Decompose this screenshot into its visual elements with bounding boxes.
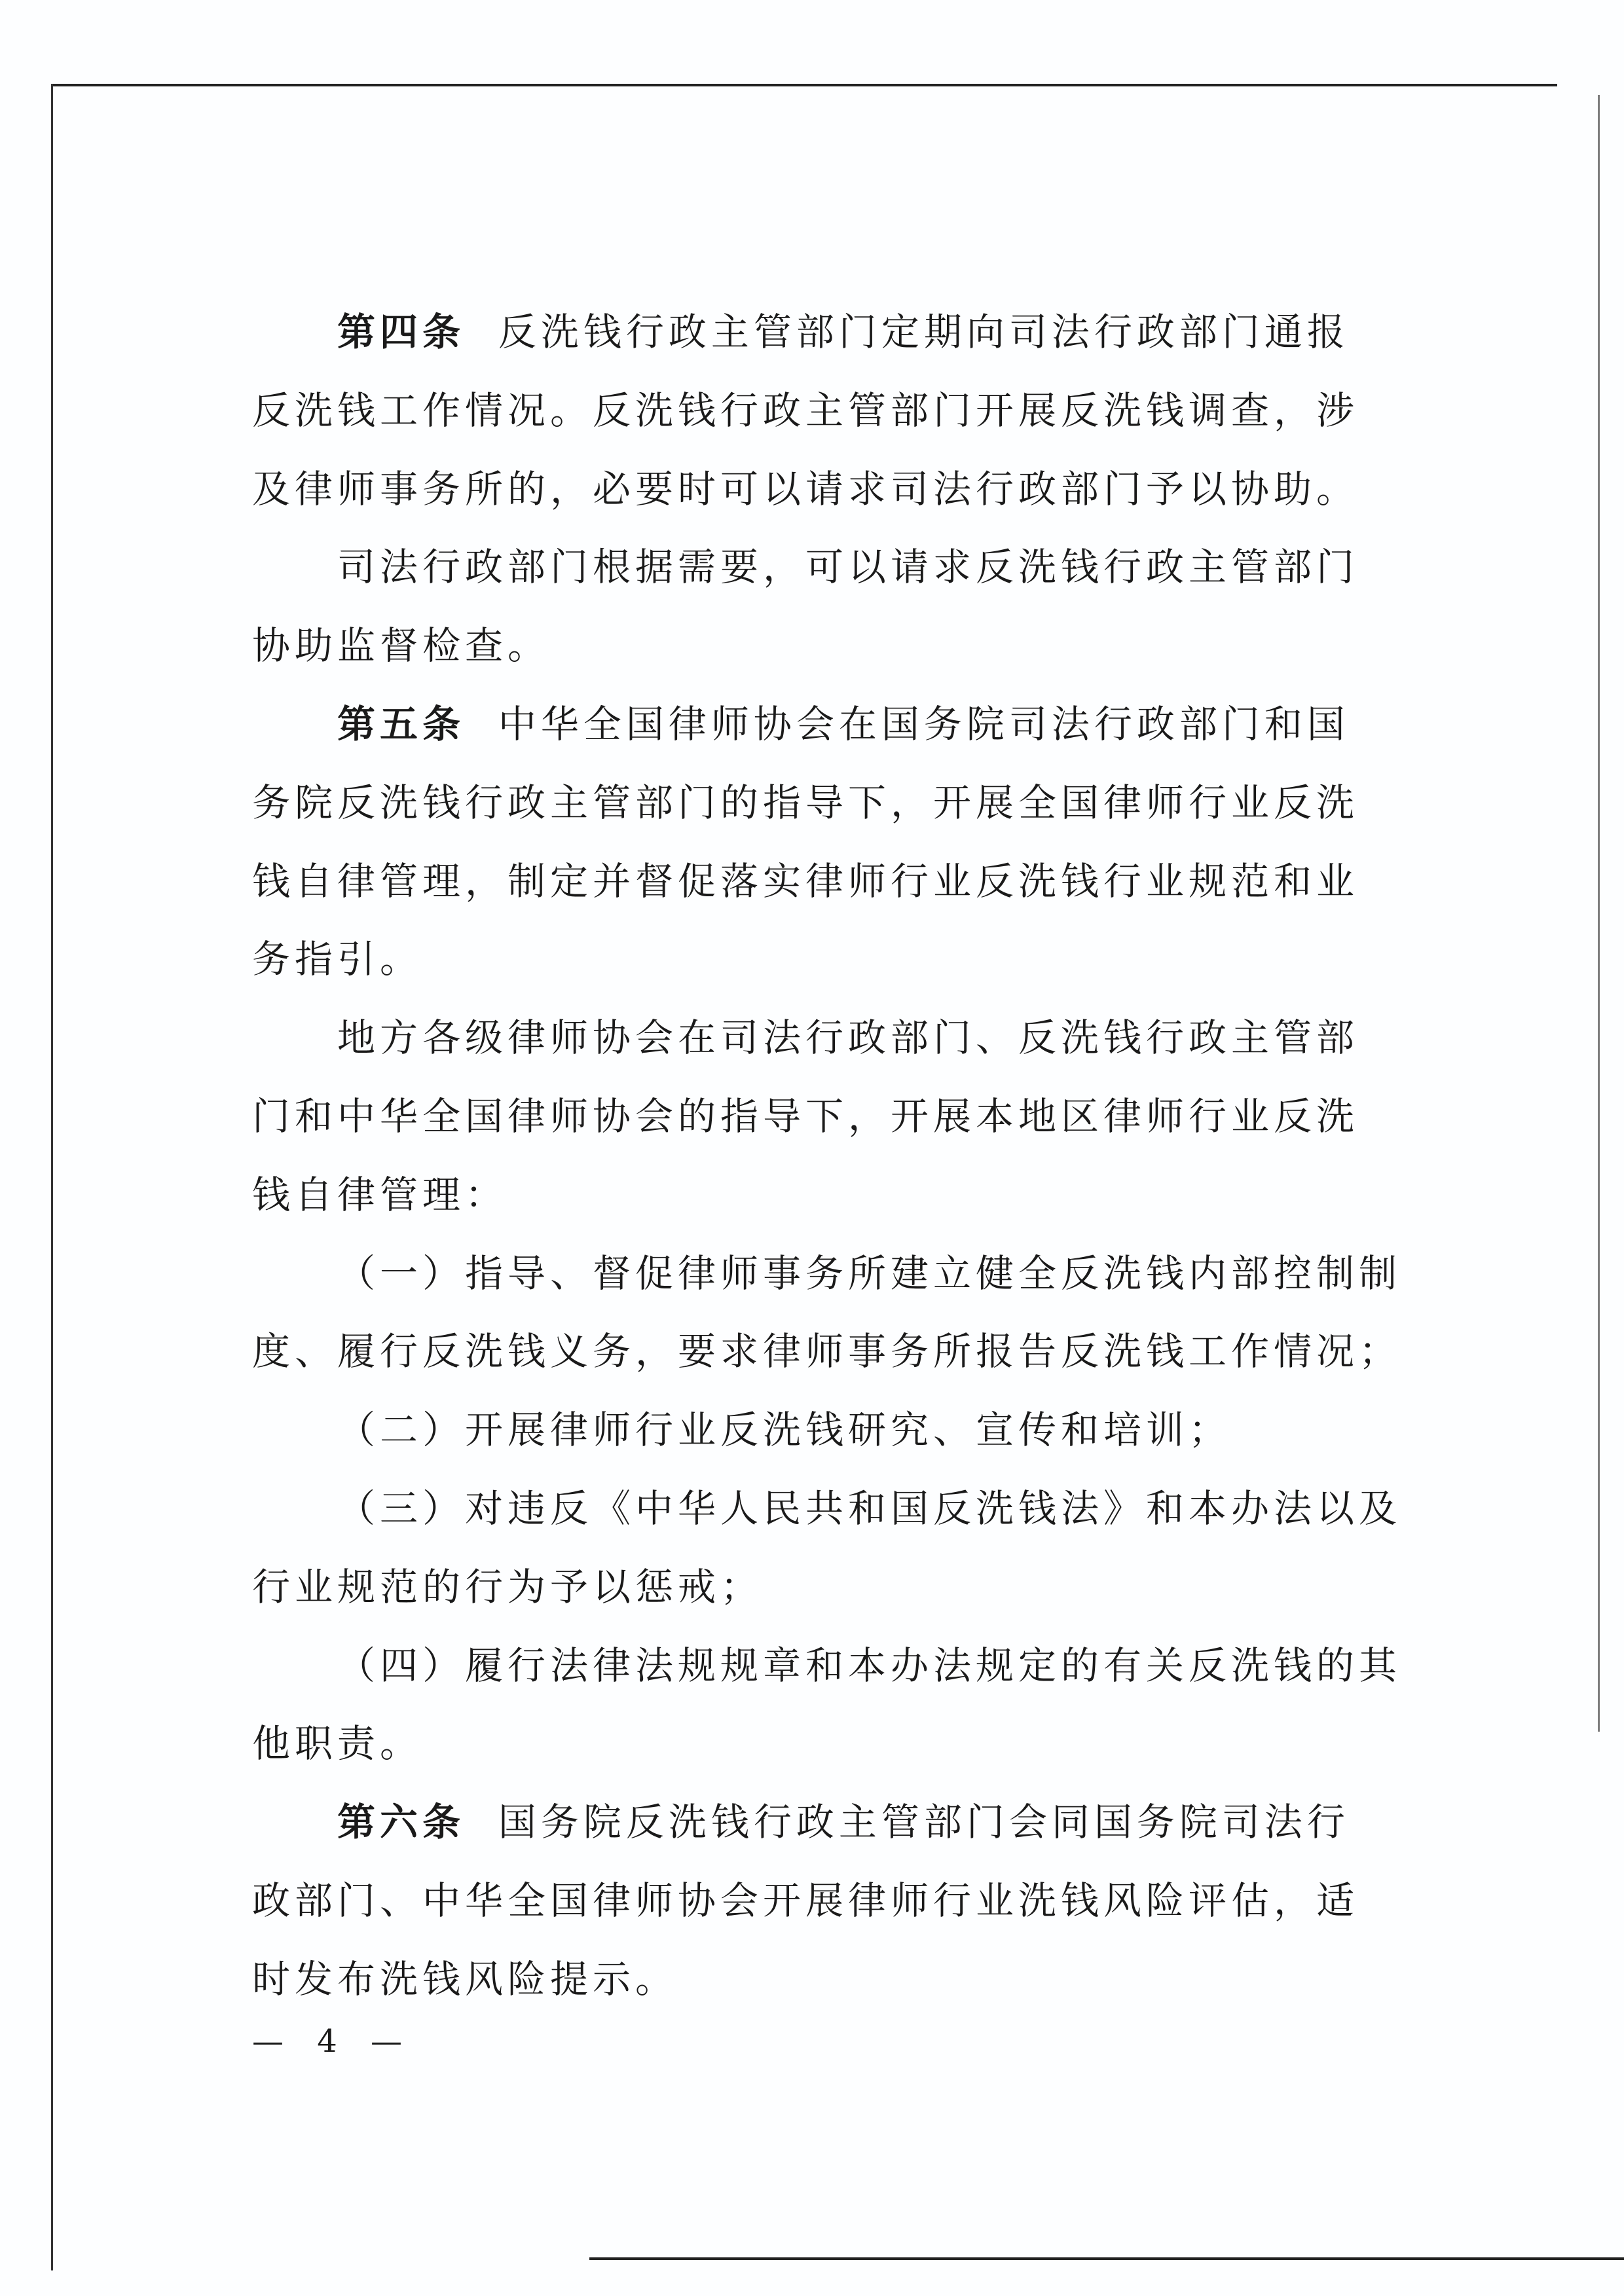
article-5-item-3-line-1: （三）对违反《中华人民共和国反洗钱法》和本办法以及 [337,1485,1402,1531]
page-border-right [1598,95,1600,1732]
article-6-line-1: 第六条 国务院反洗钱行政主管部门会同国务院司法行 [337,1800,1350,1845]
page-border-left [51,84,53,2270]
article-5-item-4-line-2: 他职责。 [252,1721,423,1766]
article-4-para-2-line-2: 协助监督检查。 [252,623,551,668]
article-5-item-1-line-1: （一）指导、督促律师事务所建立健全反洗钱内部控制制 [337,1250,1402,1296]
article-6-line-3: 时发布洗钱风险提示。 [252,1956,678,2001]
article-heading: 第四条 [337,310,466,354]
article-5-item-2: （二）开展律师行业反洗钱研究、宣传和培训； [337,1408,1232,1453]
article-5-item-4-line-1: （四）履行法律法规规章和本办法规定的有关反洗钱的其 [337,1643,1402,1688]
article-5-para-2-line-2: 门和中华全国律师协会的指导下，开展本地区律师行业反洗 [252,1093,1359,1139]
article-4-para-2-line-1: 司法行政部门根据需要，可以请求反洗钱行政主管部门 [337,545,1359,590]
article-5-item-3-line-2: 行业规范的行为予以惩戒； [252,1564,764,1609]
document-body [252,293,1402,2019]
article-5-line-1: 第五条 中华全国律师协会在国务院司法行政部门和国 [337,701,1350,746]
article-heading: 第五条 [337,701,466,746]
page-number: — 4 — [252,2023,415,2060]
page-border-bottom [589,2257,1624,2260]
article-heading: 第六条 [337,1800,466,1845]
article-5-line-3: 钱自律管理，制定并督促落实律师行业反洗钱行业规范和业 [252,858,1359,903]
article-5-item-1-line-2: 度、履行反洗钱义务，要求律师事务所报告反洗钱工作情况； [252,1329,1402,1374]
article-5-line-4: 务指引。 [252,937,423,982]
article-4-line-1: 第四条 反洗钱行政主管部门定期向司法行政部门通报 [337,310,1350,354]
article-5-line-2: 务院反洗钱行政主管部门的指导下，开展全国律师行业反洗 [252,780,1359,825]
article-5-para-2-line-1: 地方各级律师协会在司法行政部门、反洗钱行政主管部 [337,1015,1359,1061]
page-border-top [51,84,1557,86]
article-4-line-2: 反洗钱工作情况。反洗钱行政主管部门开展反洗钱调查，涉 [252,388,1359,433]
article-6-line-2: 政部门、中华全国律师协会开展律师行业洗钱风险评估，适 [252,1878,1359,1923]
article-5-para-2-line-3: 钱自律管理： [252,1172,508,1217]
article-4-line-3: 及律师事务所的，必要时可以请求司法行政部门予以协助。 [252,466,1359,511]
